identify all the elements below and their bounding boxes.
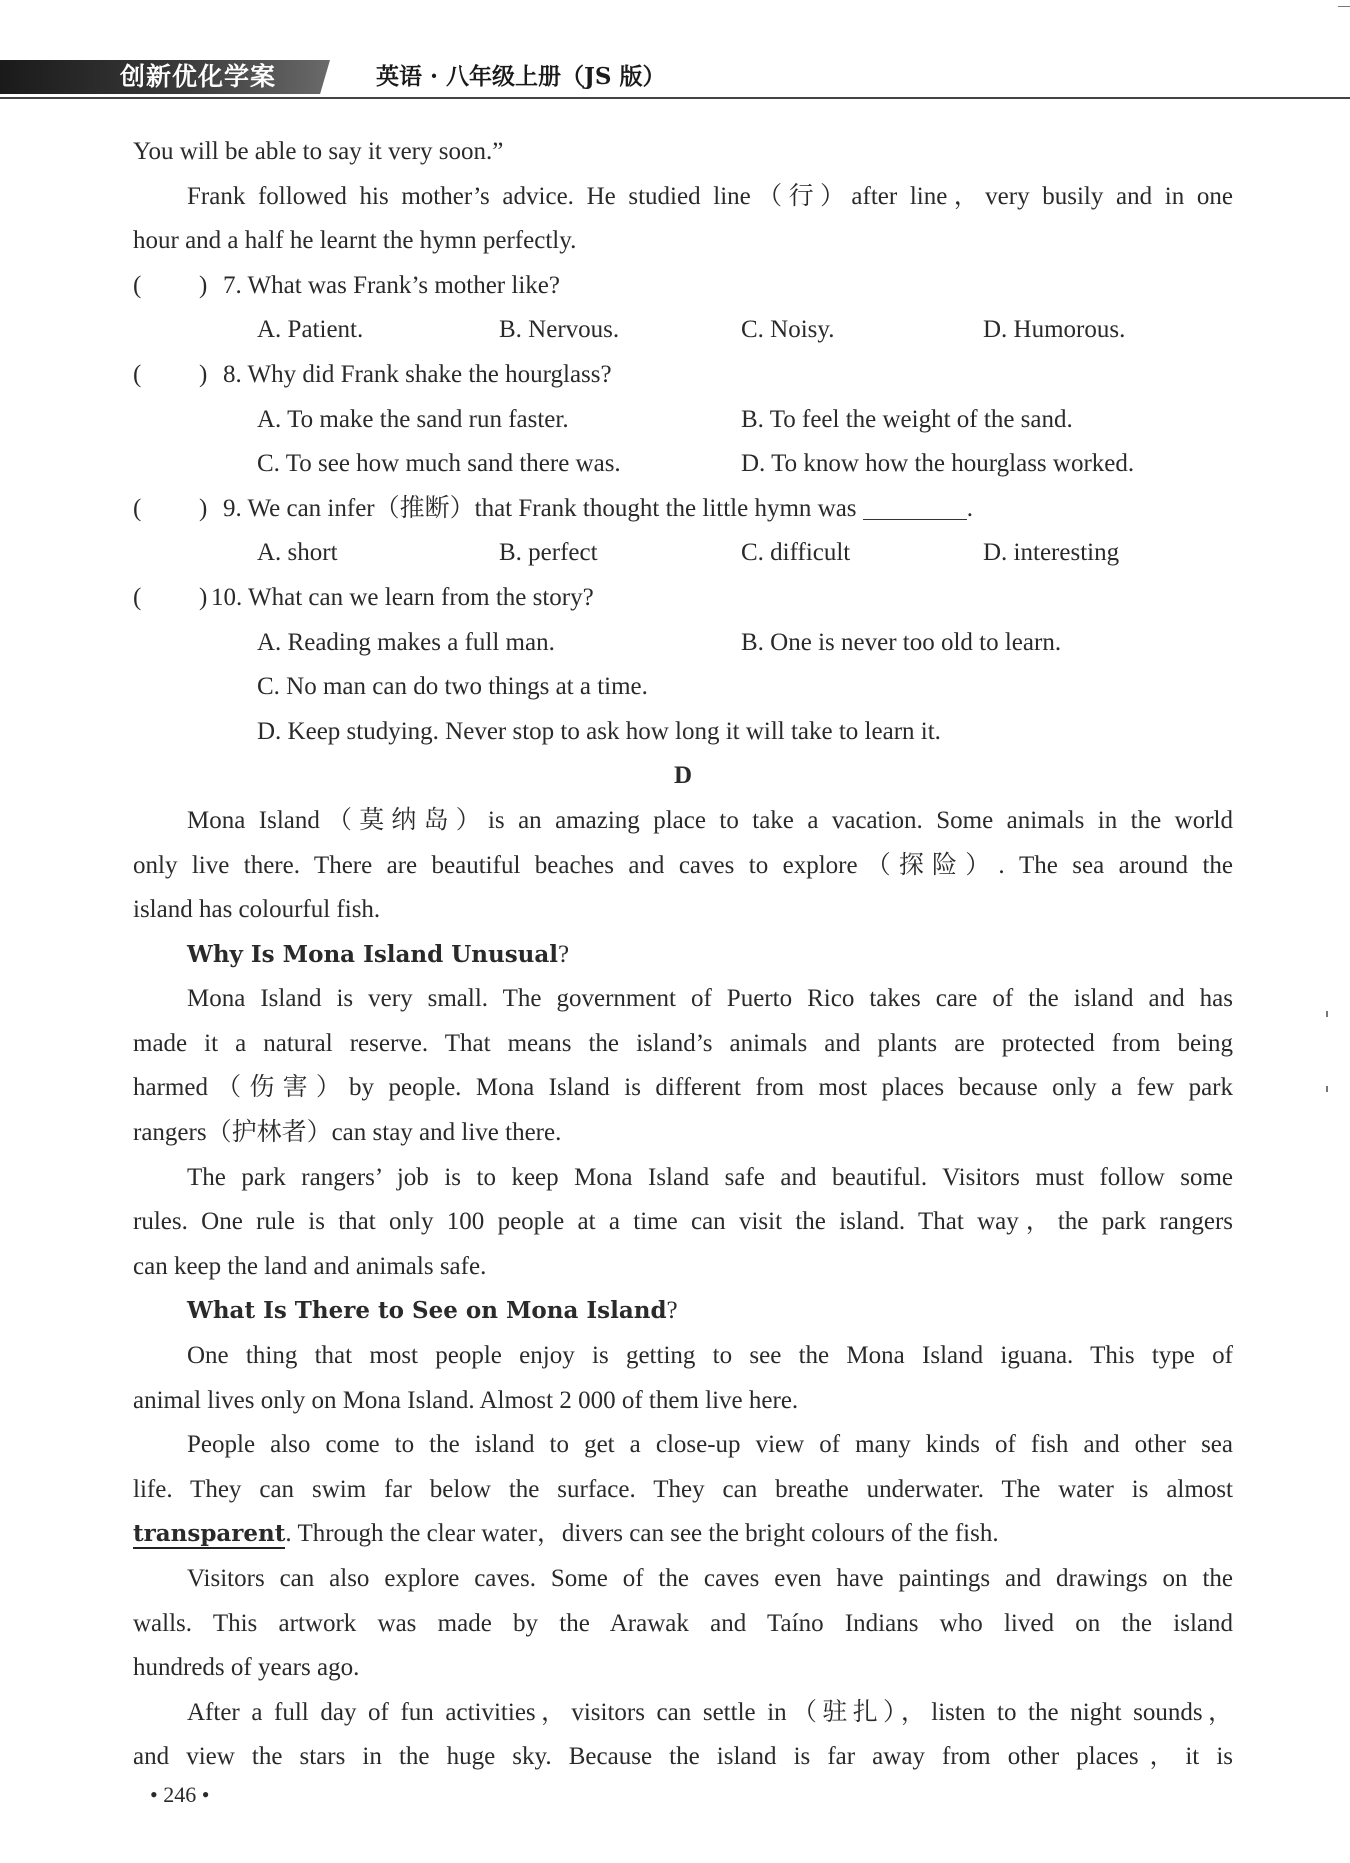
text-line [133, 1512, 1233, 1557]
text-line: made it a natural reserve. That means the island’s animals and plants are protected from being [133, 1029, 1233, 1057]
page-number: • 246 • [150, 1782, 210, 1807]
option: A. Patient. [257, 316, 364, 344]
subheading [133, 1289, 1233, 1334]
text-line: People also come to the island to get a close-up view of many kinds of fish and other sea [187, 1431, 1233, 1459]
subheading [133, 933, 1233, 978]
section-label: D [673, 762, 693, 790]
text-line: Mona Island（莫纳岛）is an amazing place to take a vacation. Some animals in the world [187, 806, 1233, 834]
answer-paren-right: ) [199, 360, 208, 388]
options-row [133, 308, 1233, 353]
text-line: The park rangers’ job is to keep Mona Island safe and beautiful. Visitors must follow some [187, 1163, 1233, 1191]
option: C. To see how much sand there was. [257, 450, 621, 478]
answer-paren-right: ) [199, 494, 208, 522]
option: C. No man can do two things at a time. [257, 673, 648, 701]
text-line: walls. This artwork was made by the Arawak and Taíno Indians who lived on the island [133, 1609, 1233, 1637]
option: A. To make the sand run faster. [257, 405, 569, 433]
question-text [223, 487, 973, 532]
subheading-mark: ? [558, 940, 570, 968]
answer-paren-left: ( [133, 271, 142, 299]
text-line: and view the stars in the huge sky. Because the island is far away from other places，it is [133, 1743, 1233, 1771]
option: B. One is never too old to learn. [741, 628, 1062, 656]
answer-paren-left: ( [133, 360, 142, 388]
text-line: animal lives only on Mona Island. Almost 2 000 of them live here. [133, 1386, 799, 1414]
question-text: 8. Why did Frank shake the hourglass? [223, 360, 612, 388]
text-line: rangers（护林者）can stay and live there. [133, 1119, 562, 1147]
question-9 [133, 487, 1233, 532]
options-row [133, 665, 1233, 710]
margin-dot [1326, 1086, 1328, 1092]
option: C. Noisy. [741, 316, 835, 344]
question-8 [133, 353, 1233, 398]
brand-title: 创新优化学案 [120, 62, 277, 91]
answer-paren-right: ) [199, 271, 208, 299]
text-line: rules. One rule is that only 100 people at a time can visit the island. That way，the park rangers [133, 1208, 1233, 1236]
text-line: Visitors can also explore caves. Some of the caves even have paintings and drawings on the [187, 1565, 1233, 1592]
answer-blank [863, 493, 967, 520]
text-line: can keep the land and animals safe. [133, 1252, 487, 1280]
question-text: 10. What can we learn from the story? [211, 583, 594, 611]
option: B. To feel the weight of the sand. [741, 405, 1073, 433]
text-line: only live there. There are beautiful beaches and caves to explore（探险）. The sea around the [133, 851, 1233, 879]
text-line: hour and a half he learnt the hymn perfectly. [133, 227, 577, 255]
text-line: life. They can swim far below the surface. They can breathe underwater. The water is almost [133, 1475, 1233, 1503]
question-7 [133, 264, 1233, 309]
option: A. Reading makes a full man. [257, 628, 555, 656]
page-header [0, 56, 1350, 100]
question-text-end: . [966, 494, 974, 522]
text-line: harmed（伤害）by people. Mona Island is different from most places because only a few park [133, 1074, 1233, 1102]
answer-paren-left: ( [133, 494, 142, 522]
option: D. interesting [983, 539, 1120, 567]
text-line: Mona Island is very small. The government of Puerto Rico takes care of the island and has [187, 985, 1233, 1013]
subheading-text: Why Is Mona Island Unusual [187, 940, 559, 968]
subheading-text: What Is There to See on Mona Island [187, 1297, 667, 1325]
options-row [133, 531, 1233, 576]
option: D. To know how the hourglass worked. [741, 450, 1135, 478]
option: B. Nervous. [499, 316, 620, 344]
options-row [133, 710, 1233, 755]
text-line: One thing that most people enjoy is getting to see the Mona Island iguana. This type of [187, 1342, 1233, 1370]
edge-mark [1338, 6, 1350, 7]
question-10 [133, 576, 1233, 621]
option: D. Humorous. [983, 316, 1126, 344]
subheading-mark: ? [666, 1297, 678, 1325]
underlined-word: transparent [133, 1520, 286, 1548]
text-line: You will be able to say it very soon.” [133, 138, 504, 165]
text-line: After a full day of fun activities，visitors can settle in（驻扎），listen to the night sounds， [187, 1698, 1233, 1726]
option: B. perfect [499, 539, 598, 567]
answer-paren-left: ( [133, 583, 142, 611]
option: D. Keep studying. Never stop to ask how long it will take to learn it. [257, 717, 941, 745]
answer-paren-right: ) [199, 583, 208, 611]
option: C. difficult [741, 539, 851, 567]
option: A. short [257, 539, 338, 567]
header-rule [0, 97, 1350, 99]
page-content [133, 130, 1233, 1780]
book-title: 英语 · 八年级上册（JS 版） [376, 63, 666, 90]
options-row [133, 398, 1233, 443]
text-line-rest: . Through the clear water，divers can see the bright colours of the fish. [285, 1520, 999, 1548]
margin-dot [1326, 1011, 1328, 1017]
options-row [133, 621, 1233, 666]
question-text-main: 9. We can infer（推断）that Frank thought the little hymn was [223, 494, 857, 522]
question-text: 7. What was Frank’s mother like? [223, 271, 560, 299]
options-row [133, 442, 1233, 487]
text-line: Frank followed his mother’s advice. He studied line（行）after line，very busily and in one [187, 182, 1233, 210]
text-line: hundreds of years ago. [133, 1654, 360, 1682]
text-line: island has colourful fish. [133, 896, 381, 924]
